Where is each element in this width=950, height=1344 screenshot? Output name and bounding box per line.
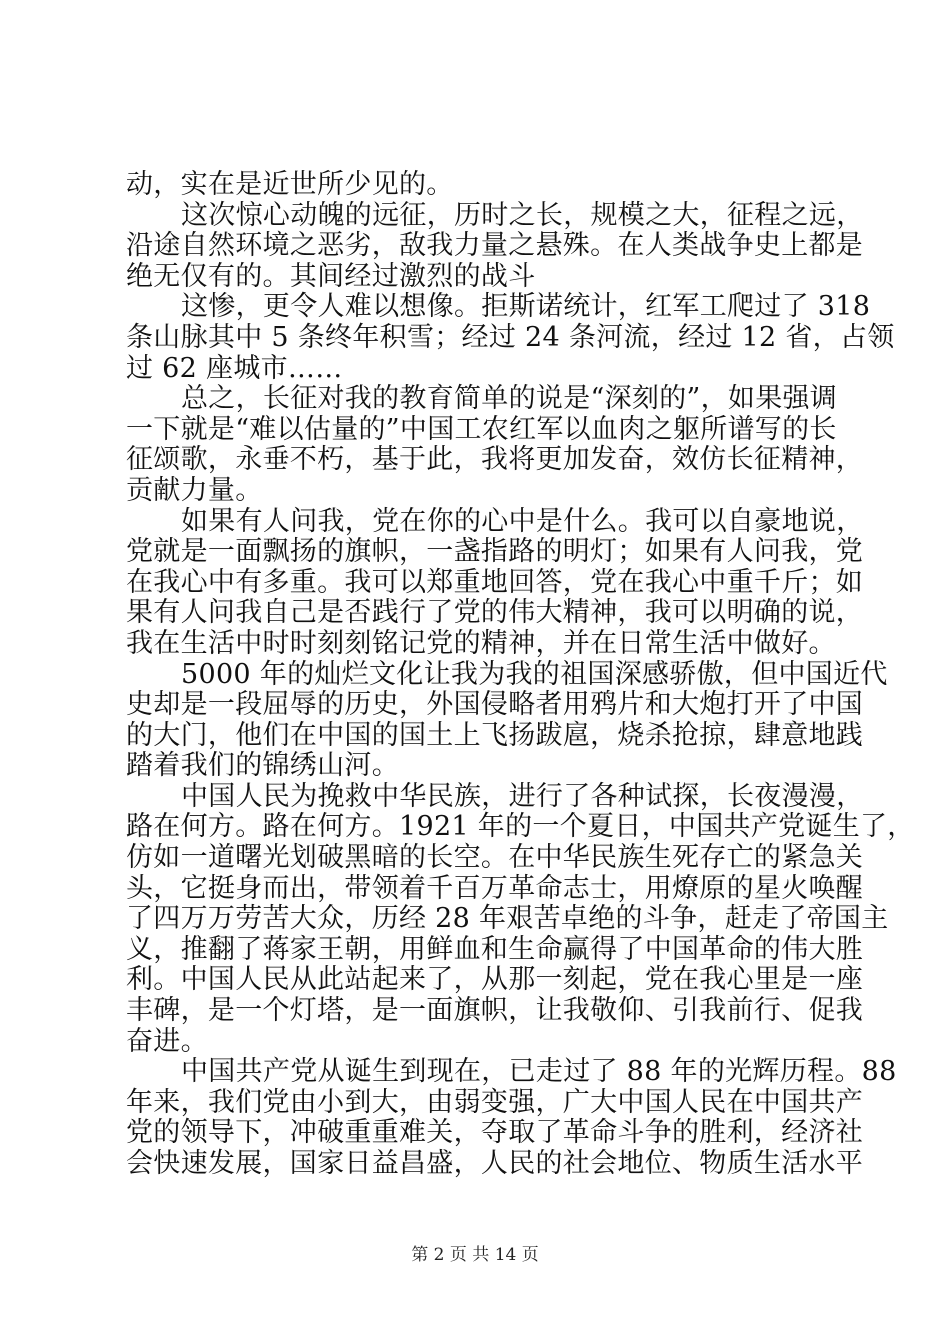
text-line: 中国人民为挽救中华民族，进行了各种试探，长夜漫漫， (181, 780, 864, 812)
text-line: 总之，长征对我的教育简单的说是“深刻的”，如果强调 (181, 383, 838, 415)
text-line: 的大门，他们在中国的国土上飞扬跋扈，烧杀抢掠，肆意地践 (126, 719, 864, 751)
page-footer (0, 1240, 950, 1265)
page-number: 第 2 页 共 14 页 (411, 1245, 539, 1265)
text-line: 党的领导下，冲破重重难关，夺取了革命斗争的胜利，经济社 (126, 1117, 864, 1149)
text-line: 义，推翻了蒋家王朝，用鲜血和生命赢得了中国革命的伟大胜 (126, 933, 864, 965)
text-line: 路在何方。路在何方。1921 年的一个夏日，中国共产党诞生了， (126, 811, 915, 843)
text-line: 利。中国人民从此站起来了，从那一刻起，党在我心里是一座 (126, 964, 864, 996)
text-line: 这惨，更令人难以想像。拒斯诺统计，红军工爬过了 318 (181, 291, 871, 323)
text-line: 史却是一段屈辱的历史，外国侵略者用鸦片和大炮打开了中国 (126, 689, 864, 721)
text-line: 果有人问我自己是否践行了党的伟大精神，我可以明确的说， (126, 597, 864, 629)
paragraph (126, 383, 864, 506)
text-line: 我在生活中时时刻刻铭记党的精神，并在日常生活中做好。 (126, 627, 836, 659)
text-line: 5000 年的灿烂文化让我为我的祖国深感骄傲，但中国近代 (181, 658, 888, 690)
paragraph (126, 170, 834, 201)
paragraph (126, 658, 888, 782)
text-line: 征颂歌，永垂不朽，基于此，我将更加发奋，效仿长征精神， (126, 444, 864, 476)
text-line: 绝无仅有的。其间经过激烈的战斗 (126, 260, 536, 292)
text-line: 一下就是“难以估量的”中国工农红军以血肉之躯所谱写的长 (126, 413, 837, 445)
text-line: 这次惊心动魄的远征，历时之长，规模之大，征程之远， (181, 199, 864, 231)
text-line: 仿如一道曙光划破黑暗的长空。在中华民族生死存亡的紧急关 (126, 842, 864, 874)
text-line: 在我心中有多重。我可以郑重地回答，党在我心中重千斤；如 (126, 566, 864, 598)
text-line: 踏着我们的锦绣山河。 (126, 750, 399, 782)
text-line: 头，它挺身而出，带领着千百万革命志士，用燎原的星火唤醒 (126, 872, 864, 904)
text-line: 条山脉其中 5 条终年积雪；经过 24 条河流，经过 12 省，占领 (126, 321, 895, 353)
text-line: 过 62 座城市…… (126, 352, 343, 384)
text-line: 动，实在是近世所少见的。 (126, 169, 454, 200)
paragraph (126, 780, 915, 1057)
text-line: 如果有人问我，党在你的心中是什么。我可以自豪地说， (181, 505, 864, 537)
text-line: 党就是一面飘扬的旗帜，一盏指路的明灯；如果有人问我，党 (126, 536, 864, 568)
paragraph (126, 199, 864, 293)
text-line: 了四万万劳苦大众，历经 28 年艰苦卓绝的斗争，赶走了帝国主 (126, 903, 889, 935)
text-line: 奋进。 (126, 1025, 208, 1057)
text-line: 中国共产党从诞生到现在，已走过了 88 年的光辉历程。88 (181, 1056, 897, 1088)
paragraph (126, 291, 895, 384)
document-body (126, 169, 915, 1180)
text-line: 沿途自然环境之恶劣，敌我力量之悬殊。在人类战争史上都是 (126, 230, 864, 262)
text-line: 会快速发展，国家日益昌盛，人民的社会地位、物质生活水平 (126, 1148, 864, 1179)
text-line: 贡献力量。 (126, 474, 263, 506)
text-line: 年来，我们党由小到大，由弱变强，广大中国人民在中国共产 (126, 1086, 864, 1118)
paragraph (126, 505, 864, 660)
text-line: 丰碑，是一个灯塔，是一面旗帜，让我敬仰、引我前行、促我 (126, 995, 864, 1027)
paragraph (126, 1056, 897, 1179)
